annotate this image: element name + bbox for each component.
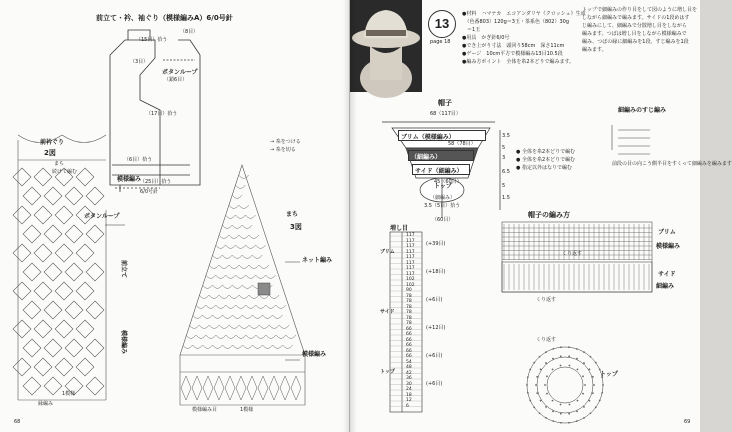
- left-page: [0, 0, 350, 432]
- detail-note: 前段の目の向こう側半目をすくって細編みを編みます: [612, 161, 732, 167]
- pattern-label-right: 模様編み: [302, 351, 327, 358]
- continue-label: 続けて編む: [52, 169, 78, 175]
- side-count: 45（60目）: [434, 179, 462, 185]
- band-label: （細編み）: [411, 154, 442, 161]
- row-count: 18: [406, 392, 412, 398]
- figure-3-label: 3図: [290, 223, 302, 231]
- row-count: 30: [406, 381, 412, 387]
- instruction-line: トップで細編みの作り目をして図のように増し目を: [582, 7, 698, 13]
- dimension: 3.5: [502, 133, 510, 139]
- row-count: 66: [406, 348, 412, 354]
- row-count: 102: [406, 277, 415, 282]
- row-count: 78: [406, 315, 412, 321]
- row-count: 117: [406, 244, 415, 249]
- matome-label-right: まち: [286, 211, 299, 218]
- measure-label: （6目）拾う: [124, 157, 153, 163]
- increase-table-title: 増し目: [390, 225, 409, 232]
- row-count: 90: [406, 288, 412, 293]
- row-count: 117: [406, 271, 415, 277]
- row-count: 54: [406, 359, 412, 365]
- needle-label: 6/0号針: [140, 189, 159, 195]
- row-increase: (+6目): [426, 353, 443, 359]
- page-number-left: 68: [14, 419, 21, 425]
- measure-label: （17目）拾う: [146, 111, 178, 117]
- one-pattern-label-mid: 1模様: [240, 407, 254, 413]
- edging-label: 縁編み: [38, 401, 54, 407]
- repeat-label: くり返す: [536, 337, 557, 343]
- side-chart-label: サイド: [658, 271, 676, 278]
- measure-label: （15目）拾う: [136, 37, 168, 43]
- net-stitch-label: ネット編み: [302, 257, 333, 264]
- front-band-label: 前衿ぐり: [40, 139, 65, 146]
- row-increase: (+6目): [426, 297, 443, 303]
- top-total-count: （60目）: [432, 217, 454, 223]
- row-count: 117: [406, 238, 415, 244]
- page-number-right: 69: [684, 419, 691, 425]
- figure-2-label: 2図: [44, 149, 56, 157]
- row-count: 66: [406, 354, 412, 359]
- row-count: 48: [406, 365, 412, 370]
- row-increase: (+12目): [426, 325, 446, 331]
- hat-section-title: 帽子: [438, 99, 452, 107]
- brim-chart-label: ブリム: [658, 229, 676, 236]
- row-count: 117: [406, 255, 415, 260]
- one-pattern-label: 1模様: [62, 391, 76, 397]
- brim-bar: [398, 130, 486, 141]
- brim-count: 68（117目）: [430, 111, 461, 117]
- page-reference: page 18: [430, 39, 451, 45]
- row-count: 36: [406, 376, 412, 381]
- pattern-number: 13: [434, 16, 450, 31]
- matome-label: まち: [54, 161, 65, 167]
- dimension: 5: [502, 183, 506, 189]
- row-count: 117: [406, 260, 415, 266]
- band-count: 58（78目）: [448, 141, 476, 147]
- pattern-stitch-label: 模様編み目: [192, 407, 218, 413]
- row-count: 78: [406, 299, 412, 304]
- measure-label: （25目）拾う: [140, 179, 172, 185]
- top-label: トップ: [434, 183, 452, 190]
- dimension: 6.5: [502, 169, 510, 175]
- pattern-vertical-label: 模様編み: [120, 330, 127, 355]
- instruction-line: じ編みにして、細編みで分散増し目をしながら: [582, 23, 687, 29]
- dimension: 5: [502, 145, 506, 151]
- row-count: 66: [406, 343, 412, 348]
- brim-label: ブリム（模様編み）: [401, 134, 455, 141]
- row-count: 66: [406, 332, 412, 337]
- side-label: サイド（細編み）: [415, 168, 463, 175]
- side-bar: [412, 164, 470, 175]
- measure-label: （8目）: [180, 29, 199, 35]
- instruction-line: 編みます。つばは増し目をしながら模様編みで: [582, 31, 687, 37]
- dimension: 3: [502, 155, 506, 161]
- instruction-line: 編みます。: [582, 47, 607, 53]
- ribbed-label: 模様編み: [117, 176, 142, 183]
- note-line: ● 全体を糸2本どりで編む: [516, 149, 576, 155]
- row-increase: (+6目): [426, 381, 443, 387]
- right-page: [350, 0, 732, 432]
- row-count: 117: [406, 249, 415, 255]
- row-count: 78: [406, 321, 412, 326]
- row-count: 66: [406, 337, 412, 343]
- howto-section-title: 帽子の編み方: [528, 211, 570, 219]
- row-count: 12: [406, 398, 412, 403]
- repeat-label: くり返す: [562, 251, 583, 257]
- hat-structure-diagram: [350, 0, 700, 432]
- row-count: 42: [406, 370, 412, 376]
- row-count: 78: [406, 304, 412, 310]
- row-count: 117: [406, 266, 415, 271]
- note-line: ● 指定以外はなりで編む: [516, 165, 572, 171]
- materials-line: ●ゲージ 10cm平方で模様編み13目10.5段: [462, 51, 563, 57]
- row-count: 66: [406, 326, 412, 332]
- note-line: ● 全体を糸2本どりで編む: [516, 157, 576, 163]
- legend-attach: → 糸をつける: [270, 139, 301, 145]
- top-count: 3.5（5目）拾う: [424, 203, 461, 209]
- button-loop-label: ボタンループ: [162, 69, 198, 76]
- instruction-line: しながら細編みで編みます。サイドの1段めはす: [582, 15, 690, 21]
- row-count: 78: [406, 310, 412, 315]
- pattern-chart-label: 模様編み: [656, 243, 681, 250]
- front-band-vertical-label: 前立て: [120, 260, 127, 279]
- row-count: 102: [406, 282, 415, 288]
- button-loop-sublabel: （鎖6目）: [164, 77, 188, 83]
- sc-chart-label: 細編み: [656, 283, 675, 290]
- row-increase: (+18目): [426, 269, 446, 275]
- button-loop-side-label: ボタンループ: [84, 213, 120, 220]
- top-sublabel: （細編み）: [430, 195, 456, 201]
- row-increase: (+39目): [426, 241, 446, 247]
- materials-line: ●材料 ハマナカ エコアンダリヤ《クロッシェ》生成: [462, 11, 586, 17]
- table-section-label: ブリム: [380, 249, 395, 255]
- detail-section-title: 細編みのすじ編み: [618, 107, 667, 114]
- repeat-label: くり返す: [536, 297, 557, 303]
- dimension: 1.5: [502, 195, 510, 201]
- materials-line: ＝1玉: [462, 27, 481, 33]
- instruction-line: 編み、つばの縁に細編みを1段、すじ編みを1段: [582, 39, 689, 45]
- table-section-label: トップ: [380, 369, 395, 375]
- materials-line: ●でき上がり寸法 頭回り58cm 深さ11cm: [462, 43, 565, 49]
- measure-label: （3目）: [130, 59, 149, 65]
- row-count: 78: [406, 293, 412, 299]
- top-chart-label: トップ: [600, 371, 618, 378]
- legend-cut: → 糸を切る: [270, 147, 296, 153]
- materials-line: ●用具 かぎ針6/0号: [462, 35, 510, 41]
- row-count: 6: [406, 403, 409, 409]
- materials-line: ●編み方ポイント 全体を糸2本どりで編みます。: [462, 59, 575, 65]
- row-count: 24: [406, 387, 412, 392]
- materials-line: （色番803）120g＝3玉・茶系色（802）30g: [462, 19, 570, 25]
- band-bar: [408, 150, 474, 161]
- row-count: 117: [406, 233, 415, 238]
- left-page-title: 前立て・衿、袖ぐり（模様編みA）6/0号針: [96, 14, 233, 22]
- table-section-label: サイド: [380, 309, 395, 315]
